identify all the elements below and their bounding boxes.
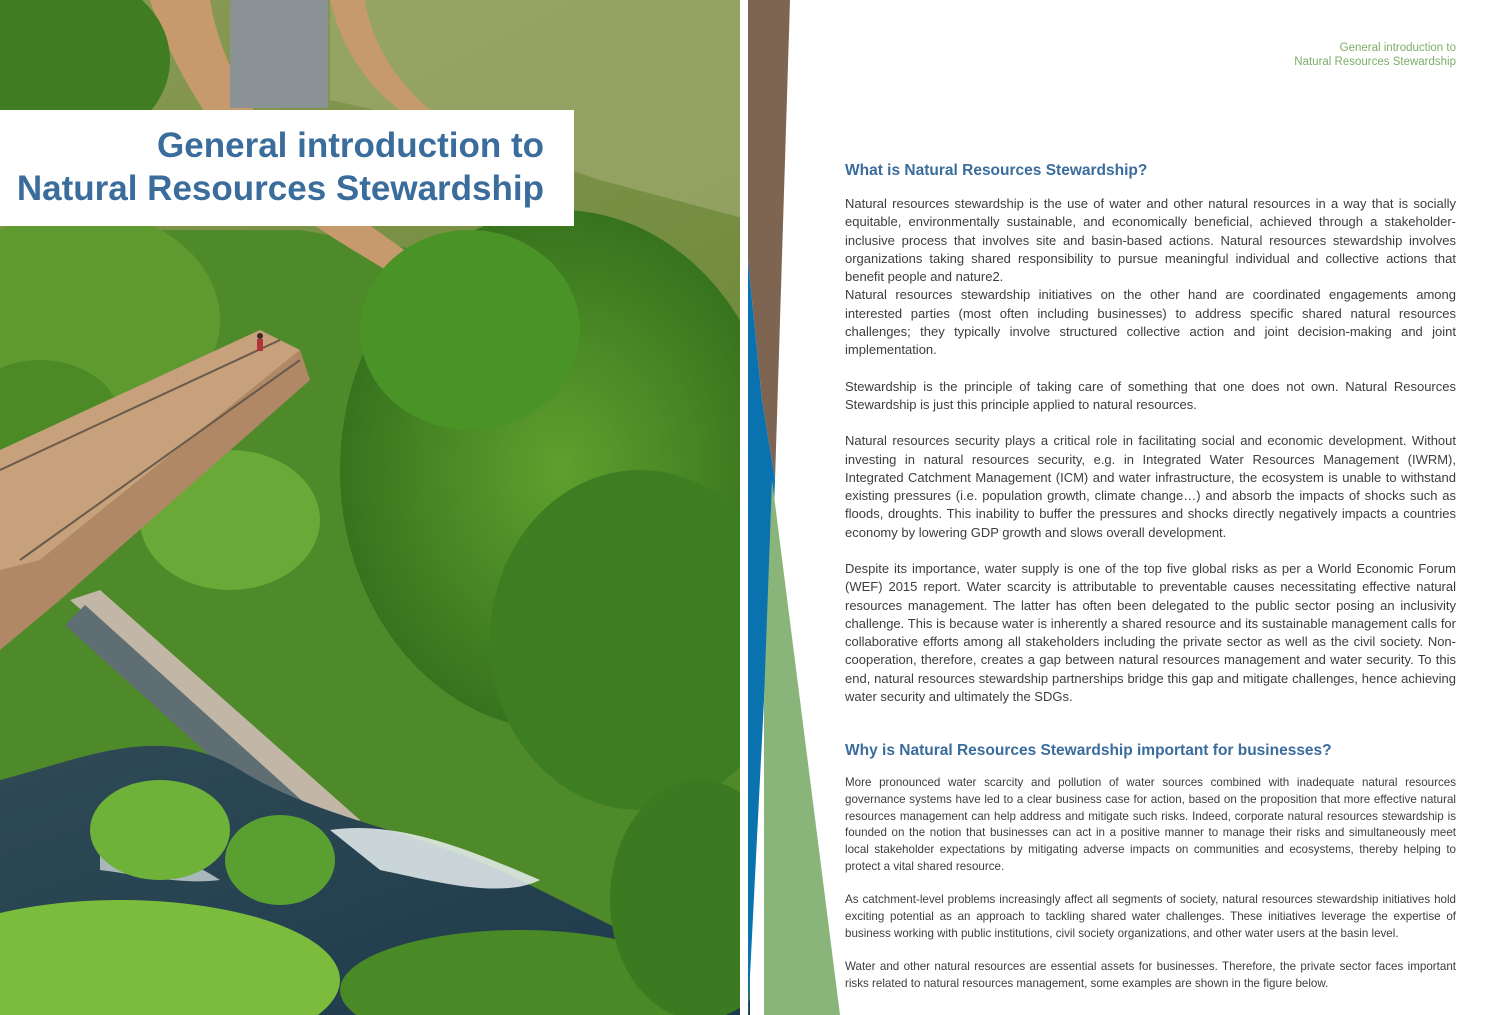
page-title bbox=[0, 110, 574, 226]
paragraph: Natural resources stewardship is the use of water and other natural resources in a way that is socially equitable, environmentally sustainable, and economically beneficial, achieved through a stakeholder-inclusive process that involves site and basin-based actions. Natural resources stewardship involves organizations taking shared responsibility to pursue meaningful individual and collective actions that benefit people and nature2. bbox=[845, 196, 1456, 284]
paragraph: Natural resources security plays a critical role in facilitating social and economic development. Without investing in natural resources security, e.g. in Integrated Water Resources Management (IWRM), Integrated Catchment Management (ICM) and water infrastructure, the ecosystem is unable to withstand existing pressures (i.e. population growth, climate change…) and absorb the impacts of shocks such as floods, droughts. This inability to buffer the pressures and shocks directly negatively impacts a countries economy by lowering GDP growth and slows overall development. bbox=[845, 433, 1456, 540]
section-body-why bbox=[845, 775, 1456, 993]
title-line-1: General introduction to bbox=[157, 126, 544, 165]
paragraph: Water and other natural resources are essential assets for businesses. Therefore, the private sector faces important risks related to natural resources management, some examples are shown in the figure below. bbox=[845, 960, 1456, 990]
title-line-2: Natural Resources Stewardship bbox=[16, 169, 544, 208]
stripe-green bbox=[764, 480, 840, 1015]
section-heading-what: What is Natural Resources Stewardship? bbox=[845, 162, 1148, 179]
running-head bbox=[1294, 41, 1456, 69]
section-body-what bbox=[845, 195, 1456, 706]
running-head-line-1: General introduction to bbox=[1339, 42, 1456, 54]
divider-stripes bbox=[740, 0, 850, 1015]
paragraph: Natural resources stewardship initiatives on the other hand are coordinated engagements among interested parties (most often including businesses) to address specific shared natural resources challenges; they typically involve structured collective action and joint decision-making and joint implementation. bbox=[845, 287, 1456, 357]
paragraph: Despite its importance, water supply is one of the top five global risks as per a World Economic Forum (WEF) 2015 report. Water scarcity is attributable to preventable causes necessitating effective natural resources management. The latter has often been delegated to the public sector posing an inclusivity challenge. This is because water is inherently a shared resource and its sustainable management calls for collaborative efforts among all stakeholders including the private sector as well as the civil society. Non-cooperation, therefore, creates a gap between natural resources management and water security. To this end, natural resources stewardship partnerships bridge this gap and mitigate challenges, hence achieving water security and ultimately the SDGs. bbox=[845, 561, 1456, 704]
section-heading-why: Why is Natural Resources Stewardship important for businesses? bbox=[845, 742, 1332, 759]
running-head-line-2: Natural Resources Stewardship bbox=[1294, 56, 1456, 68]
paragraph: As catchment-level problems increasingly affect all segments of society, natural resources stewardship initiatives hold exciting potential as an approach to tackling shared water challenges. These initiatives leverage the expertise of business working with public institutions, civil society organizations, and other water users at the basin level. bbox=[845, 893, 1456, 940]
text-page bbox=[845, 0, 1456, 1015]
paragraph: More pronounced water scarcity and pollution of water sources combined with inadequate natural resources governance systems have led to a clear business case for action, based on the proposition that more effective natural resources management can help address and mitigate such risks. Indeed, corporate natural resources stewardship is founded on the notion that businesses can act in a positive manner to manage their risks and simultaneously meet local stakeholder expectations by mitigating adverse impacts on communities and ecosystems, thereby helping to protect a vital shared resource. bbox=[845, 776, 1456, 873]
paragraph: Stewardship is the principle of taking care of something that one does not own. Natural Resources Stewardship is just this principle applied to natural resources. bbox=[845, 378, 1456, 412]
